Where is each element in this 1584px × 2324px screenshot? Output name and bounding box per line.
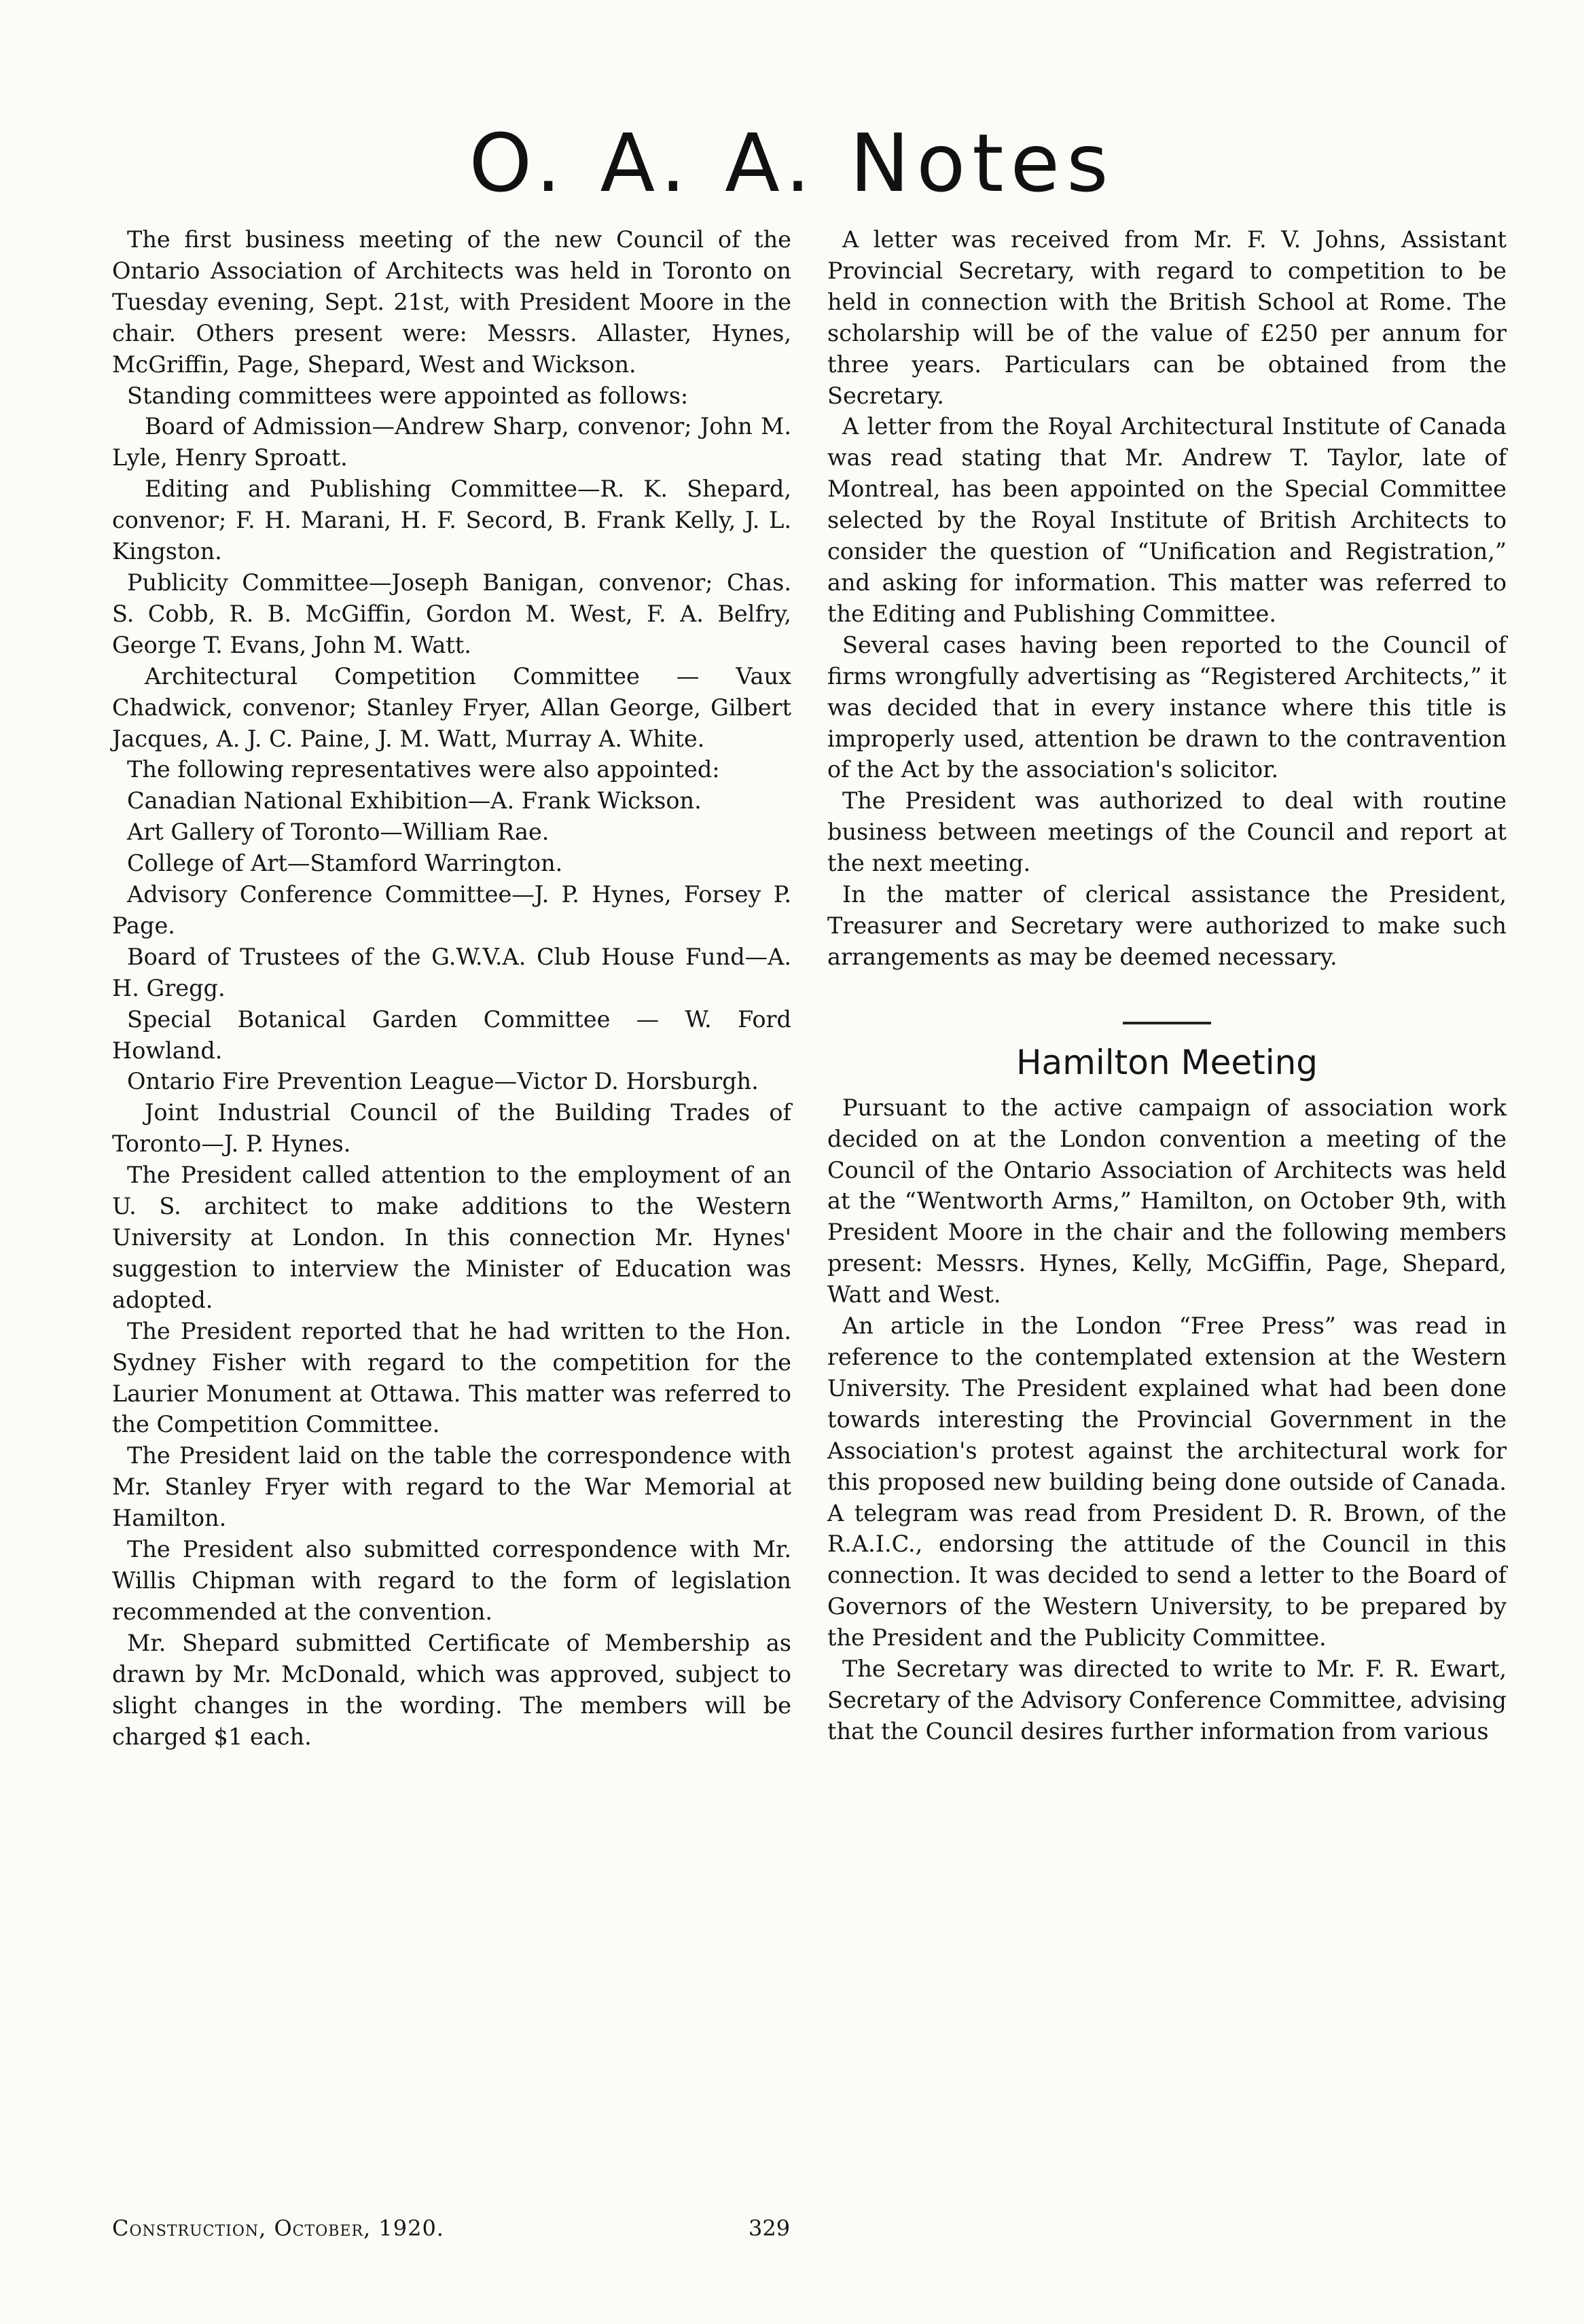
committee-entry: Publicity Committee—Joseph Banigan, convenor; Chas. S. Cobb, R. B. McGiffin, Gordon M. West, F. A. Belfry, George T. Evans, John M. Watt.: [112, 569, 791, 658]
paragraph: The following representatives were also appointed:: [127, 756, 720, 783]
paragraph: The first business meeting of the new Council of the Ontario Association of Architects was held in Toronto on Tuesday evening, Sept. 21st, with President Moore in the chair. Others present were: Messrs. Allaster, Hynes, McGriffin, Page, Shepard, West and Wickson.: [112, 226, 791, 378]
paragraph: An article in the London “Free Press” was read in reference to the contemplated extension at the Western University. The President explained what had been done towards interesting the Provincial Government in the Association's protest against the architectural work for this proposed new building being done outside of Canada. A telegram was read from President D. R. Brown, of the R.A.I.C., endorsing the attitude of the Council in this connection. It was decided to send a letter to the Board of Governors of the Western University, to be prepared by the President and the Publicity Committee.: [827, 1312, 1507, 1651]
paragraph: Mr. Shepard submitted Certificate of Membership as drawn by Mr. McDonald, which was approved, subject to slight changes in the wording. The members will be charged $1 each.: [112, 1629, 791, 1750]
paragraph: The President was authorized to deal with routine business between meetings of the Council and report at the next meeting.: [827, 787, 1507, 877]
paragraph: Pursuant to the active campaign of association work decided on at the London convention a meeting of the Council of the Ontario Association of Architects was held at the “Wentworth Arms,” Hamilton, on October 9th, with President Moore in the chair and the following members present: Messrs. Hynes, Kelly, McGiffin, Page, Shepard, Watt and West.: [827, 1094, 1507, 1308]
committee-entry: Board of Admission—Andrew Sharp, convenor; John M. Lyle, Henry Sproatt.: [112, 413, 791, 471]
representative-entry: Canadian National Exhibition—A. Frank Wickson.: [127, 787, 702, 815]
paragraph: The President called attention to the employment of an U. S. architect to make additions to the Western University at London. In this connection Mr. Hynes' suggestion to interview the Minister of Education was adopted.: [112, 1162, 791, 1313]
paragraph: A letter from the Royal Architectural Institute of Canada was read stating that Mr. Andrew T. Taylor, late of Montreal, has been appointed on the Special Committee selected by the Royal Institute of British Architects to consider the question of “Unification and Registration,” and asking for information. This matter was referred to the Editing and Publishing Committee.: [827, 413, 1507, 627]
page-number: 329: [749, 2215, 791, 2241]
representative-entry: Joint Industrial Council of the Building Trades of Toronto—J. P. Hynes.: [112, 1099, 791, 1158]
committee-entry: Architectural Competition Committee — Vaux Chadwick, convenor; Stanley Fryer, Allan George, Gilbert Jacques, A. J. C. Paine, J. M. Watt, Murray A. White.: [112, 662, 791, 752]
representative-entry: College of Art—Stamford Warrington.: [127, 850, 563, 877]
representative-entry: Advisory Conference Committee—J. P. Hynes, Forsey P. Page.: [112, 881, 791, 939]
representative-entry: Special Botanical Garden Committee — W. Ford Howland.: [112, 1005, 791, 1064]
paragraph: The President also submitted correspondence with Mr. Willis Chipman with regard to the form of legislation recommended at the convention.: [112, 1536, 791, 1625]
paragraph: The President laid on the table the correspondence with Mr. Stanley Fryer with regard to the War Memorial at Hamilton.: [112, 1442, 791, 1532]
publication-footer: Construction, October, 1920.: [112, 2215, 444, 2241]
paragraph: A letter was received from Mr. F. V. Johns, Assistant Provincial Secretary, with regard to competition to be held in connection with the British School at Rome. The scholarship will be of the value of £250 per annum for three years. Particulars can be obtained from the Secretary.: [827, 226, 1507, 409]
paragraph: In the matter of clerical assistance the President, Treasurer and Secretary were authorized to make such arrangements as may be deemed necessary.: [827, 881, 1507, 970]
paragraph: The President reported that he had written to the Hon. Sydney Fisher with regard to the competition for the Laurier Monument at Ottawa. This matter was referred to the Competition Committee.: [112, 1317, 791, 1438]
representative-entry: Art Gallery of Toronto—William Rae.: [127, 819, 550, 846]
left-column: [112, 224, 791, 1752]
committee-entry: Editing and Publishing Committee—R. K. Shepard, convenor; F. H. Marani, H. F. Secord, B. Frank Kelly, J. L. Kingston.: [112, 476, 791, 565]
paragraph: Standing committees were appointed as follows:: [127, 382, 689, 409]
section-divider: [1123, 1022, 1211, 1024]
representative-entry: Board of Trustees of the G.W.V.A. Club House Fund—A. H. Gregg.: [112, 943, 791, 1001]
right-column: [827, 224, 1507, 1747]
paragraph: The Secretary was directed to write to Mr. F. R. Ewart, Secretary of the Advisory Conference Committee, advising that the Council desires further information from various: [827, 1656, 1507, 1745]
page-title: O. A. A. Notes: [469, 116, 1115, 210]
representative-entry: Ontario Fire Prevention League—Victor D. Horsburgh.: [127, 1068, 759, 1095]
section-heading: Hamilton Meeting: [1015, 1042, 1318, 1082]
paragraph: Several cases having been reported to the Council of firms wrongfully advertising as “Registered Architects,” it was decided that in every instance where this title is improperly used, attention be drawn to the contravention of the Act by the association's solicitor.: [827, 631, 1507, 783]
